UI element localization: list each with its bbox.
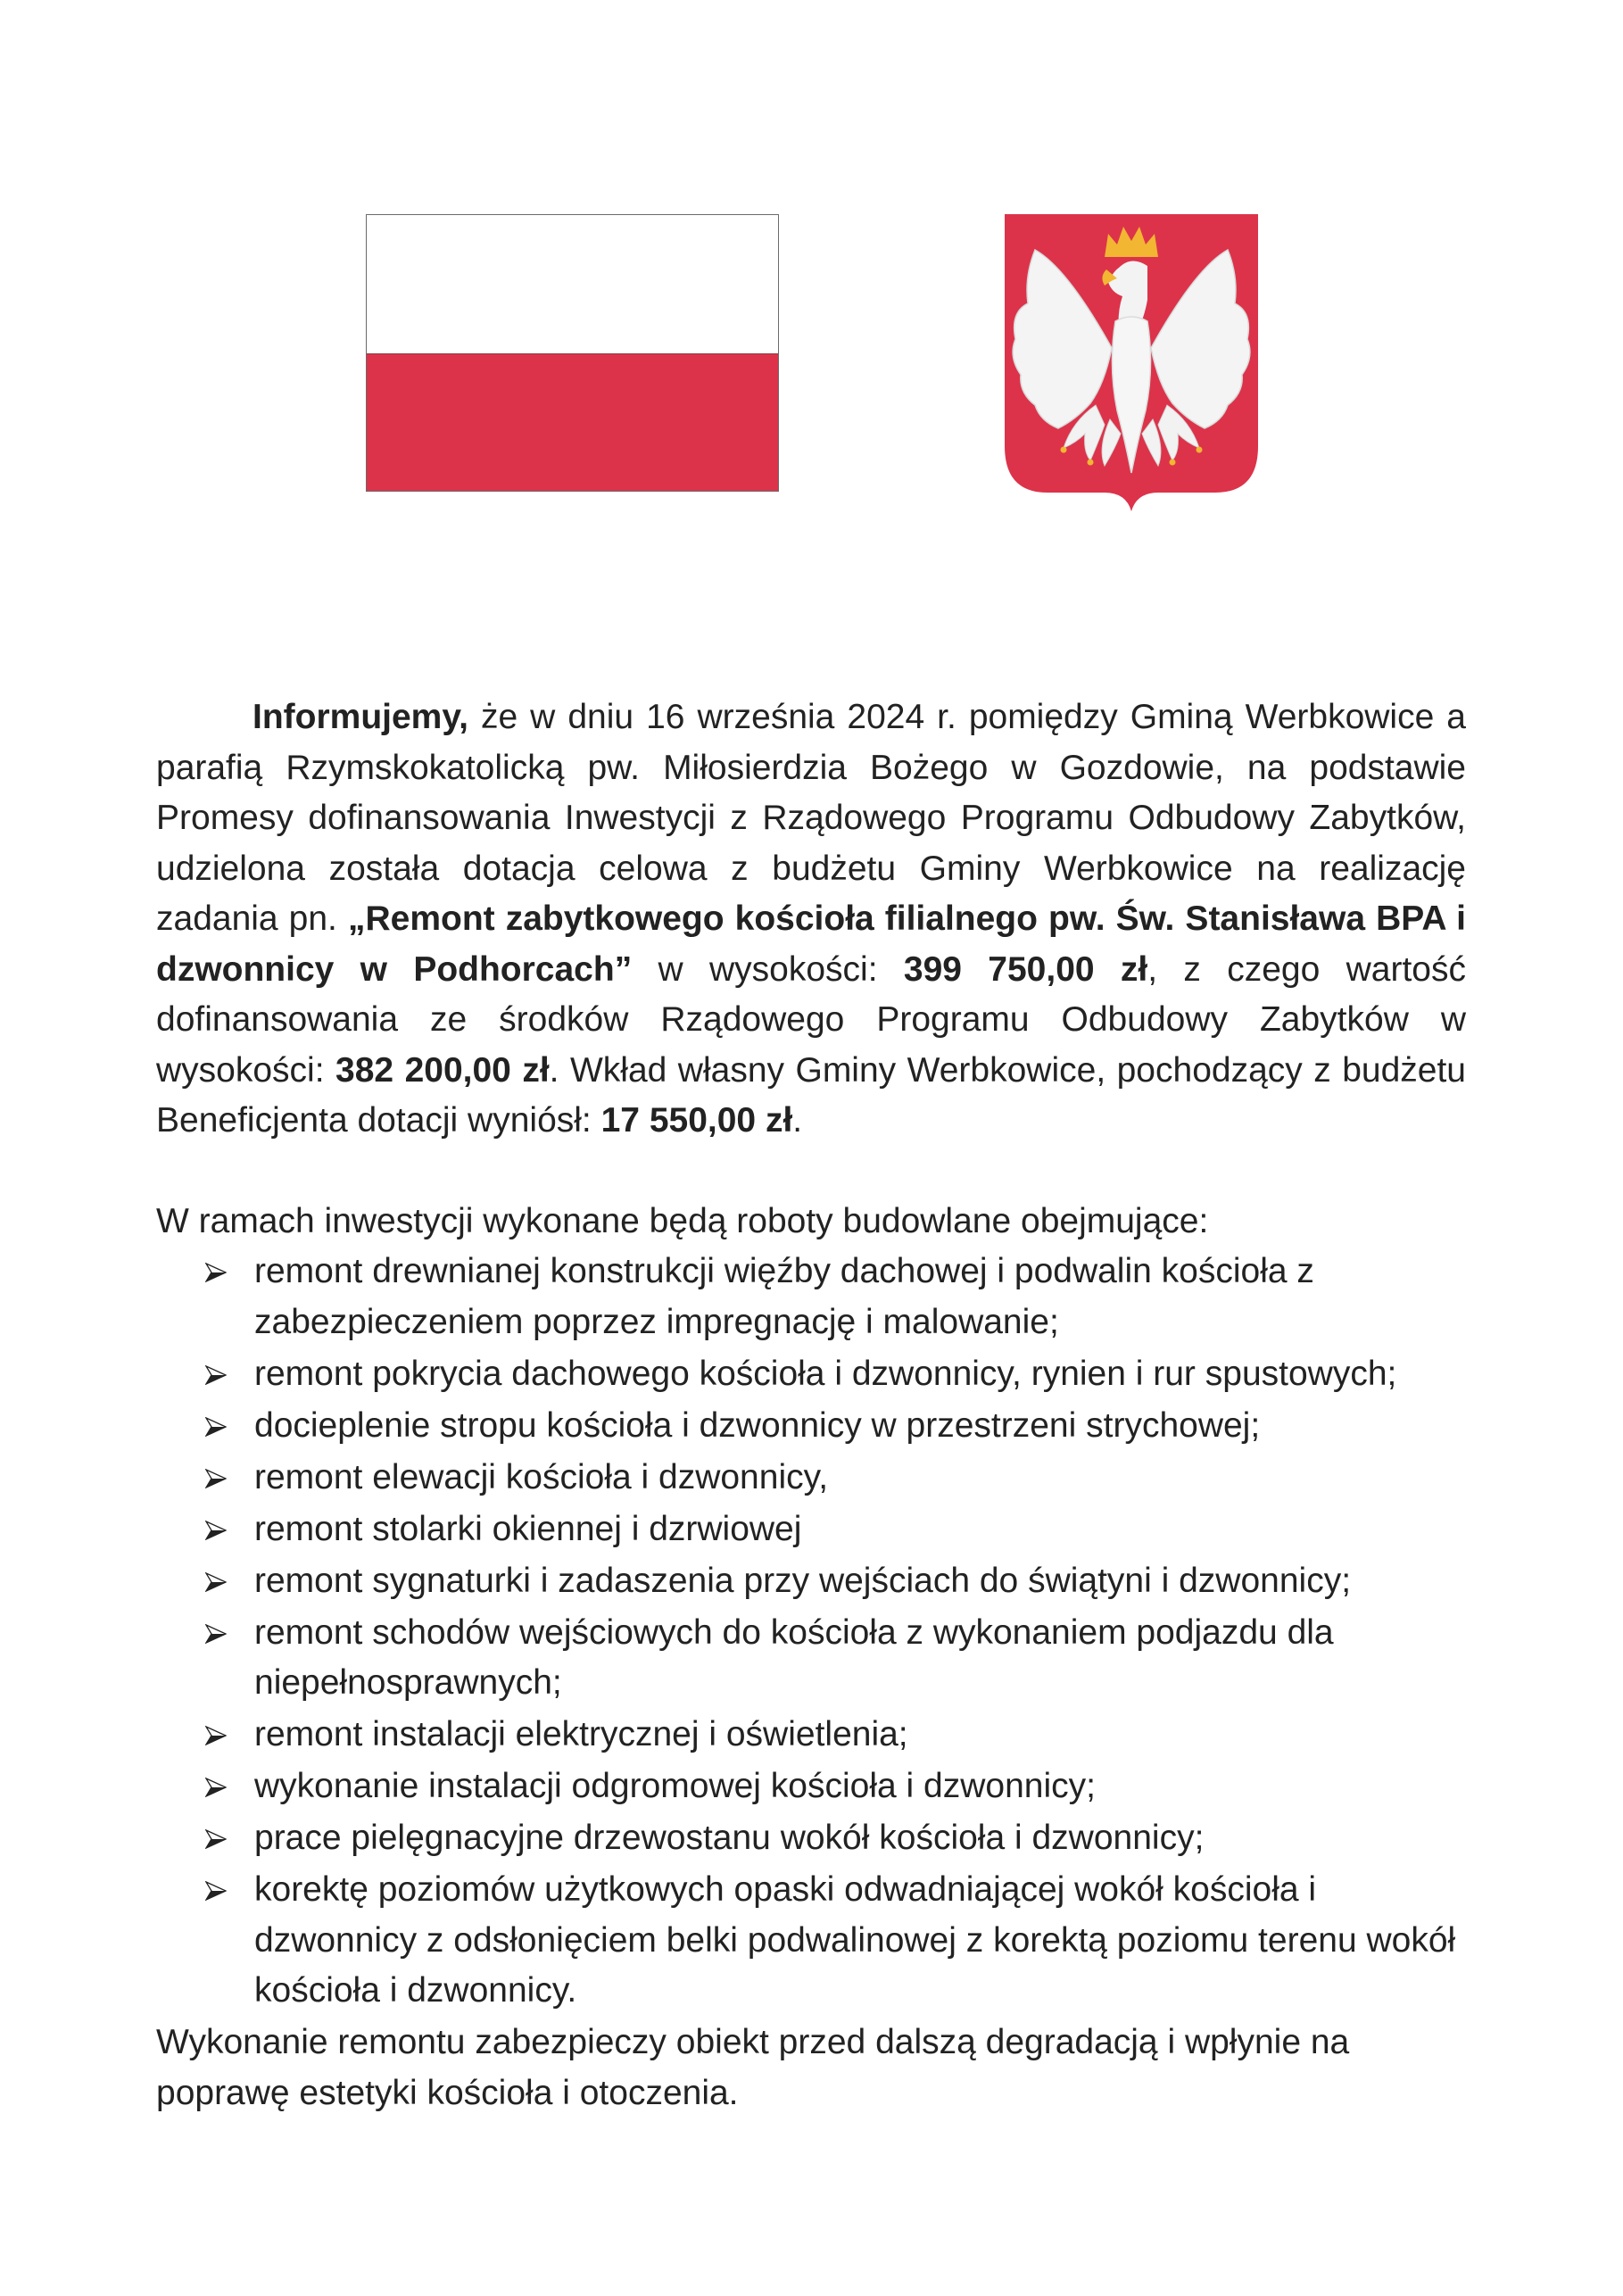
list-item-text: remont instalacji elektrycznej i oświetlenia; xyxy=(254,1715,908,1753)
list-item xyxy=(156,1813,1466,1864)
closing-paragraph: Wykonanie remontu zabezpieczy obiekt przed dalszą degradacją i wpłynie na poprawę estetyki kościoła i otoczenia. xyxy=(156,2023,1350,2112)
intro-text-2: w wysokości: xyxy=(632,949,904,989)
list-item-text: korektę poziomów użytkowych opaski odwadniającej wokół kościoła i dzwonnicy z odsłonięciem belki podwalinowej z korektą poziomu terenu wokół kościoła i dzwonnicy. xyxy=(254,1870,1456,2010)
flag-red-stripe xyxy=(367,353,778,491)
intro-text-5: . xyxy=(792,1101,803,1140)
list-item xyxy=(156,1608,1466,1709)
list-item xyxy=(156,1247,1466,1347)
intro-text-4: . Wkład własny Gminy Werbkowice, pochodzący z budżetu Beneficjenta dotacji wyniósł: xyxy=(156,1050,1466,1140)
grant-amount: 382 200,00 zł xyxy=(335,1050,550,1090)
list-item-text: docieplenie stropu kościoła i dzwonnicy w przestrzeni strychowej; xyxy=(254,1405,1261,1445)
list-item-text: wykonanie instalacji odgromowej kościoła i dzwonnicy; xyxy=(254,1767,1096,1805)
arrowhead-bullet-icon xyxy=(205,1778,227,1797)
list-item-text: remont pokrycia dachowego kościoła i dzwonnicy, rynien i rur spustowych; xyxy=(254,1354,1397,1393)
intro-lead: Informujemy, xyxy=(253,698,468,736)
own-contribution-amount: 17 550,00 zł xyxy=(600,1101,793,1140)
works-heading: W ramach inwestycji wykonane będą roboty budowlane obejmujące: xyxy=(156,1201,1209,1240)
list-item-text: remont stolarki okiennej i dzrwiowej xyxy=(254,1509,802,1548)
list-item xyxy=(156,1556,1466,1607)
arrowhead-bullet-icon xyxy=(205,1624,227,1644)
list-item xyxy=(156,1401,1466,1452)
arrowhead-bullet-icon xyxy=(205,1726,227,1745)
arrowhead-bullet-icon xyxy=(205,1417,227,1437)
list-item-text: remont drewnianej konstrukcji więźby dachowej i podwalin kościoła z zabezpieczeniem poprzez impregnację i malowanie; xyxy=(254,1252,1314,1341)
arrowhead-bullet-icon xyxy=(205,1829,227,1849)
list-item xyxy=(156,1349,1466,1400)
intro-text-1: że w dniu 16 września 2024 r. pomiędzy Gminą Werbkowice a parafią Rzymskokatolicką pw. Miłosierdzia Bożego w Gozdowie, na podstawie Promesy dofinansowania Inwestycji z Rządowego Programu Odbudowy Zabytków, udzielona została dotacja celowa z budżetu Gminy Werbkowice na realizację zadania pn. xyxy=(156,698,1466,938)
total-amount: 399 750,00 zł xyxy=(903,949,1148,989)
list-item xyxy=(156,1761,1466,1812)
announcement-body xyxy=(156,692,1466,2118)
list-item-text: remont schodów wejściowych do kościoła z wykonaniem podjazdu dla niepełnosprawnych; xyxy=(254,1612,1334,1702)
list-item xyxy=(156,1865,1466,2017)
intro-paragraph xyxy=(156,692,1466,1147)
arrowhead-bullet-icon xyxy=(205,1572,227,1592)
arrowhead-bullet-icon xyxy=(205,1881,227,1901)
list-item xyxy=(156,1710,1466,1761)
list-item-text: remont elewacji kościoła i dzwonnicy, xyxy=(254,1457,829,1496)
list-item-text: prace pielęgnacyjne drzewostanu wokół kościoła i dzwonnicy; xyxy=(254,1819,1205,1857)
arrowhead-bullet-icon xyxy=(205,1469,227,1488)
arrowhead-bullet-icon xyxy=(205,1521,227,1540)
intro-text-3: , z czego wartość dofinansowania ze środków Rządowego Programu Odbudowy Zabytków w wysokości: xyxy=(156,949,1466,1090)
list-item-text: remont sygnaturki i zadaszenia przy wejściach do świątyni i dzwonnicy; xyxy=(254,1561,1352,1600)
list-item xyxy=(156,1504,1466,1555)
task-name: „Remont zabytkowego kościoła filialnego pw. Św. Stanisława BPA i dzwonnicy w Podhorcach” xyxy=(156,899,1466,989)
poland-flag-icon xyxy=(366,214,779,492)
list-item xyxy=(156,1453,1466,1504)
flag-white-stripe xyxy=(367,215,778,353)
arrowhead-bullet-icon xyxy=(205,1365,227,1385)
arrowhead-bullet-icon xyxy=(205,1263,227,1282)
poland-coat-of-arms-icon xyxy=(1005,214,1258,511)
works-list xyxy=(156,1247,1466,2017)
